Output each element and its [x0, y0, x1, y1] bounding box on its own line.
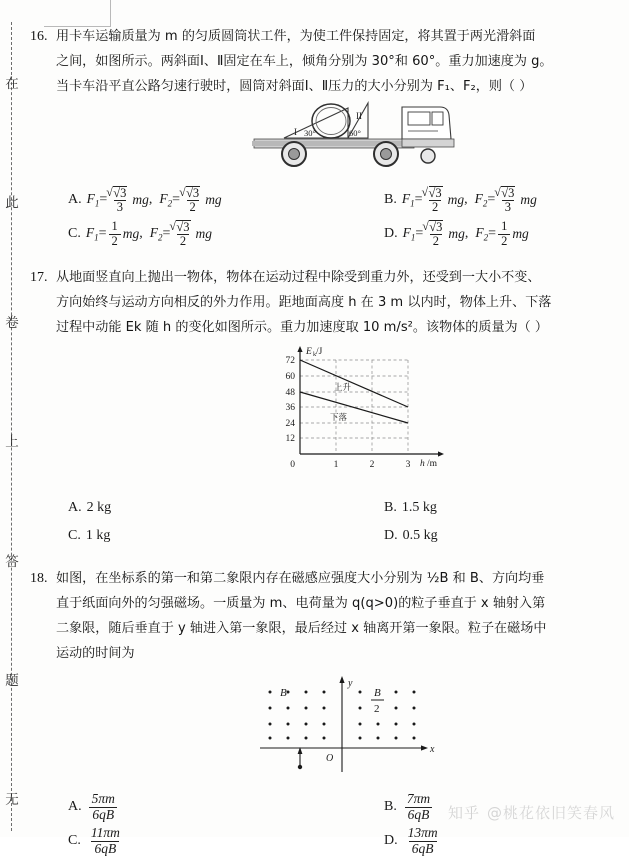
watermark-brand: 知乎 — [447, 804, 480, 822]
option-16-d-label: D. — [384, 226, 398, 241]
magnetic-field-quadrant-diagram — [256, 672, 446, 776]
option-16-a-f1-fraction: √ $\frac{√3}{3}$ — [109, 186, 130, 214]
sqrt-3: √ √3 — [429, 220, 443, 234]
svg-text:2: 2 — [369, 460, 375, 470]
margin-char: 在 — [5, 76, 19, 92]
sqrt-3: √ √3 — [186, 186, 200, 200]
option-18-c-label: C. — [68, 833, 81, 848]
quadrant-1-field-denominator: 2 — [374, 703, 380, 715]
question-18-text-1: 如图，在坐标系的第一和第二象限内存在磁感应强度大小分别为 ½B 和 B、方向均垂 — [56, 571, 545, 586]
axis-label-y: y — [348, 678, 353, 689]
option-16-a[interactable]: A. $F_1$ = √ $\frac{√3}{3}$ mg , $F_2$ = √ $\frac{√3}{2}$ mg — [30, 186, 368, 214]
option-17-d-text: 0.5 kg — [402, 528, 438, 543]
svg-text:1: 1 — [333, 460, 339, 470]
option-16-d-f1-fraction: √ $\frac{√3}{2}$ — [425, 220, 446, 248]
option-17-b[interactable] — [368, 500, 437, 516]
sqrt-3: √ √3 — [176, 220, 190, 234]
option-16-c-label: C. — [68, 226, 81, 241]
svg-text:12: 12 — [285, 434, 295, 444]
option-16-c[interactable]: C. $F_1$ = $\frac{1}{2}$ mg , $F_2$ = √ $\frac{√3}{2}$ mg — [30, 220, 368, 248]
question-17-number: 17. — [30, 270, 48, 285]
question-16-line-2: 之间，如图所示。两斜面Ⅰ、Ⅱ固定在车上，倾角分别为 30°和 60°。重力加速度为 g。 — [56, 54, 553, 69]
axis-label-x: x — [430, 744, 435, 755]
option-18-b[interactable] — [368, 792, 435, 821]
svg-text:/m: /m — [427, 459, 438, 469]
svg-text:36: 36 — [285, 403, 295, 413]
question-17-options — [30, 494, 608, 550]
option-17-b-text: 1.5 kg — [401, 500, 437, 515]
page-corner-fold — [44, 0, 111, 27]
option-18-b-label: B. — [384, 799, 397, 814]
option-18-d-fraction: $\frac{13\pi m}{6qB}$ — [407, 825, 438, 856]
option-row-ab — [30, 494, 608, 522]
svg-text:h: h — [420, 459, 425, 469]
series-label-ascend: 上升 — [334, 383, 352, 393]
zhihu-watermark — [448, 802, 615, 823]
questions-container — [30, 24, 608, 858]
watermark-username: @桃花依旧笑春风 — [486, 804, 615, 822]
margin-char: 上 — [5, 434, 19, 451]
svg-text:I: I — [294, 127, 297, 137]
svg-text:24: 24 — [285, 419, 295, 429]
option-17-c-text: 1 kg — [85, 528, 111, 543]
option-row-cd — [30, 824, 608, 858]
option-16-b-f2-fraction: √ $\frac{√3}{3}$ — [497, 186, 518, 214]
margin-char: 题 — [5, 673, 19, 690]
option-18-a[interactable] — [30, 792, 368, 821]
option-16-a-label: A. — [68, 192, 82, 207]
question-16-options — [30, 183, 608, 251]
option-18-c-fraction: $\frac{11\pi m}{6qB}$ — [90, 825, 120, 856]
option-row-cd — [30, 522, 608, 550]
option-16-c-f2-fraction: √ $\frac{√3}{2}$ — [172, 220, 193, 248]
margin-vertical-note — [1, 78, 23, 808]
option-17-b-label: B. — [384, 500, 397, 515]
sqrt-3: √ √3 — [501, 186, 515, 200]
question-16-figure-area — [30, 101, 608, 173]
svg-text:60: 60 — [285, 372, 295, 382]
quadrant-2-field-label: B — [280, 687, 287, 699]
option-17-a[interactable] — [30, 500, 368, 516]
option-17-c[interactable] — [30, 528, 368, 544]
margin-char: 答 — [5, 553, 19, 570]
question-16-number: 16. — [30, 29, 48, 44]
question-16-text-1: 用卡车运输质量为 m 的匀质圆筒状工件，为使工件保持固定，将其置于两光滑斜面 — [56, 29, 536, 44]
question-17-figure-area — [30, 342, 608, 484]
incoming-particle-arrow — [298, 747, 303, 769]
option-row-ab — [30, 183, 608, 217]
option-16-d[interactable]: D. $F_1$ = √ $\frac{√3}{2}$ mg , $F_2$ = $\frac{1}{2}$ mg — [368, 220, 529, 248]
series-label-descend: 下落 — [330, 413, 348, 423]
option-17-d-label: D. — [384, 528, 398, 543]
question-18-figure-area — [30, 672, 608, 780]
question-16 — [30, 24, 608, 251]
option-17-c-label: C. — [68, 528, 81, 543]
svg-text:60°: 60° — [349, 128, 361, 138]
option-16-c-f1-fraction: $\frac{1}{2}$ — [109, 220, 121, 247]
option-16-b-f1-fraction: √ $\frac{√3}{2}$ — [425, 186, 446, 214]
svg-text:0: 0 — [290, 460, 295, 470]
question-16-line-3: 当卡车沿平直公路匀速行驶时，圆筒对斜面Ⅰ、Ⅱ压力的大小分别为 F₁、F₂，则（ ） — [56, 79, 533, 94]
svg-text:k: k — [313, 351, 317, 358]
option-17-d[interactable] — [368, 528, 438, 544]
option-18-b-fraction: $\frac{7\pi m}{6qB}$ — [404, 792, 433, 821]
margin-char: 此 — [5, 195, 19, 212]
question-18-line-4: 运动的时间为 — [56, 646, 135, 661]
question-17 — [30, 265, 608, 550]
margin-char: 无 — [5, 792, 19, 809]
option-17-a-text: 2 kg — [86, 500, 112, 515]
question-18-line-3: 二象限，随后垂直于 y 轴进入第一象限，最后经过 x 轴离开第一象限。粒子在磁场中 — [56, 621, 547, 636]
option-16-d-f2-fraction: $\frac{1}{2}$ — [498, 220, 510, 247]
option-16-a-f2-fraction: √ $\frac{√3}{2}$ — [182, 186, 203, 214]
option-18-a-label: A. — [68, 799, 82, 814]
option-16-b-label: B. — [384, 192, 397, 207]
svg-text:30°: 30° — [304, 128, 316, 138]
question-18-options — [30, 790, 608, 858]
option-17-a-label: A. — [68, 500, 82, 515]
question-16-line-1 — [30, 24, 608, 49]
option-18-a-fraction: $\frac{5\pi m}{6qB}$ — [89, 792, 118, 821]
question-18-line-2: 直于纸面向外的匀强磁场。一质量为 m、电荷量为 q(q>0)的粒子垂直于 x 轴射入第 — [56, 596, 546, 611]
option-18-d-label: D. — [384, 833, 398, 848]
option-16-b[interactable]: B. $F_1$ = √ $\frac{√3}{2}$ mg , $F_2$ = √ $\frac{√3}{3}$ mg — [368, 186, 537, 214]
svg-text:72: 72 — [285, 356, 295, 366]
question-18-line-1 — [30, 566, 608, 591]
option-18-c[interactable] — [30, 826, 368, 855]
svg-text:48: 48 — [285, 388, 295, 398]
svg-text:/J: /J — [316, 347, 323, 357]
question-17-line-1 — [30, 265, 608, 290]
question-17-text-1: 从地面竖直向上抛出一物体，物体在运动过程中除受到重力外，还受到一大小不变、 — [56, 270, 541, 285]
quadrant-1-field-numerator: B — [374, 687, 381, 699]
svg-text:E: E — [306, 347, 312, 357]
question-17-line-3: 过程中动能 Ek 随 h 的变化如图所示。重力加速度取 10 m/s²。该物体的质量为（ ） — [56, 320, 548, 335]
question-18-number: 18. — [30, 571, 48, 586]
svg-text:II: II — [356, 111, 362, 121]
truck-with-cylinder-figure — [252, 101, 484, 173]
question-17-line-2: 方向始终与运动方向相反的外力作用。距地面高度 h 在 3 m 以内时，物体上升、下落 — [56, 295, 552, 310]
svg-text:3: 3 — [405, 460, 411, 470]
margin-char: 卷 — [5, 314, 19, 331]
sqrt-3: √ √3 — [429, 186, 443, 200]
axis-label-origin: O — [326, 753, 334, 764]
sqrt-3: √ √3 — [113, 186, 127, 200]
option-row-cd — [30, 217, 608, 251]
option-18-d[interactable] — [368, 826, 443, 855]
kinetic-energy-vs-height-chart — [268, 342, 468, 482]
